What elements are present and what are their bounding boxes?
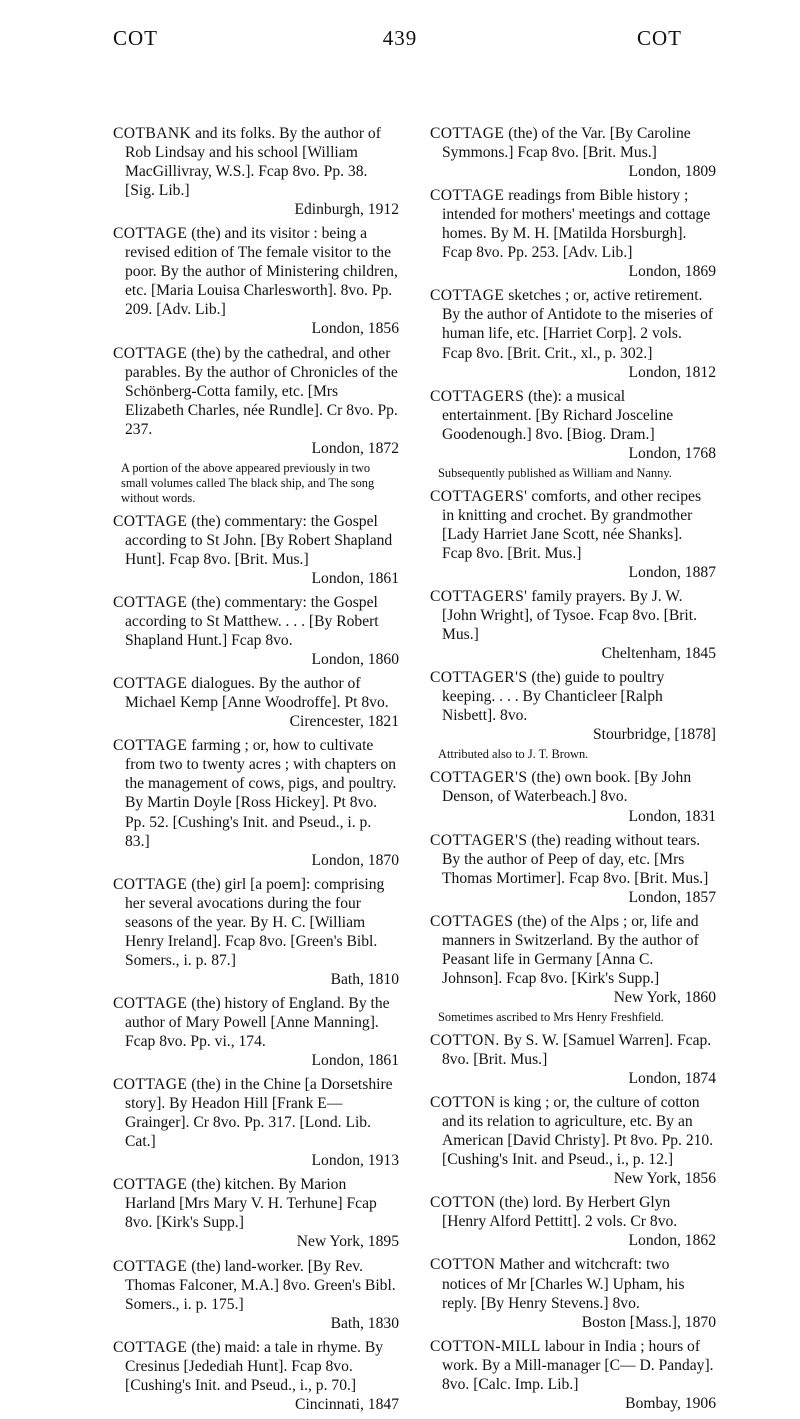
entry-publication: London, 1861: [311, 569, 399, 587]
entry-headword: COTTAGE: [113, 512, 188, 530]
entry-note: Sometimes ascribed to Mrs Henry Freshfield.: [438, 1009, 664, 1024]
entry-publication: Bath, 1810: [330, 970, 399, 988]
catalog-entry: [430, 286, 716, 381]
entry-publication: New York, 1856: [613, 1170, 716, 1188]
entry-text: (the) by the cathedral, and other parables. By the author of Chronicles of the Schönberg-Cotta family, etc. [Mrs Elizabeth Charles, née Rundle]. Cr 8vo. Pp. 237.: [125, 344, 398, 438]
entry-text: labour in India ; hours of work. By a Mill-manager [C— D. Panday]. 8vo. [Calc. Imp. Lib.]: [442, 1337, 714, 1393]
entry-publication: London, 1869: [628, 263, 716, 281]
entry-publication: London, 1857: [628, 888, 716, 906]
entry-note: Subsequently published as William and Nanny.: [438, 465, 672, 480]
catalog-entry: [430, 1093, 716, 1188]
entry-headword: COTTAGE: [113, 1338, 188, 1356]
entry-publication: Boston [Mass.], 1870: [581, 1313, 716, 1331]
entry-headword: COTTON-MILL: [430, 1337, 541, 1355]
entry-publication: London, 1856: [311, 320, 399, 338]
entry-publication: London, 1861: [311, 1052, 399, 1070]
entry-text: comforts, and other recipes in knitting and crochet. By grandmother [Lady Harriet Jane Scott, née Shanks]. Fcap 8vo. [Brit. Mus.]: [442, 487, 702, 562]
catalog-entry: [430, 668, 716, 744]
entry-text: By S. W. [Samuel Warren]. Fcap. 8vo. [Brit. Mus.]: [442, 1031, 712, 1069]
entry-text: farming ; or, how to cultivate from two to twenty acres ; with chapters on the management of cows, pigs, and poultry. By Martin Doyle [Ross Hickey]. Pt 8vo. Pp. 52. [Cushing's Init. and Pseud., i. p. 83.]: [125, 737, 397, 850]
entry-publication: Bombay, 1906: [625, 1394, 716, 1412]
entry-publication: London, 1862: [628, 1232, 716, 1250]
entry-text: (the) reading without tears. By the author of Peep of day, etc. [Mrs Thomas Mortimer]. Fcap 8vo. [Brit. Mus.]: [442, 831, 709, 887]
entry-text: sketches ; or, active retirement. By the author of Antidote to the miseries of human life, etc. [Harriet Corp]. 2 vols. Fcap 8vo. [Brit. Crit., xl., p. 302.]: [442, 287, 714, 362]
entry-headword: COTBANK: [113, 125, 192, 142]
entry-note: Attributed also to J. T. Brown.: [438, 747, 589, 762]
catalog-entry: [430, 387, 716, 463]
catalog-entry: [430, 768, 716, 825]
catalog-entry: [430, 1255, 716, 1331]
entry-publication: London, 1913: [311, 1152, 399, 1170]
entry-publication: Cheltenham, 1845: [601, 645, 716, 663]
entry-text: is king ; or, the culture of cotton and its relation to agriculture, etc. By an American [David Christy]. Pt 8vo. Pp. 210. [Cushing's Init. and Pseud., i., p. 12.]: [442, 1094, 714, 1169]
entry-publication: Cirencester, 1821: [289, 713, 399, 731]
entry-publication: London, 1887: [628, 563, 716, 581]
entry-headword: COTTAGER'S: [430, 669, 528, 687]
entry-headword: COTTAGE: [113, 1076, 188, 1094]
entry-publication: New York, 1895: [296, 1233, 399, 1251]
entry-headword: COTTON: [430, 1256, 496, 1274]
entry-headword: COTTAGER'S: [430, 831, 528, 849]
entry-note: A portion of the above appeared previously in two small volumes called The black ship, and The song without words.: [121, 460, 375, 505]
catalog-entry: [113, 224, 399, 338]
catalog-entry: [430, 912, 716, 1007]
catalog-entry: [113, 1075, 399, 1170]
entry-text: (the) of the Alps ; or, life and manners in Switzerland. By the author of Peasant life in Germany [Anna C. Johnson]. Fcap 8vo. [Kirk's Supp.]: [442, 912, 699, 987]
catalog-entry: [430, 831, 716, 907]
entry-publication: Edinburgh, 1912: [294, 201, 399, 219]
header-right-keyword: COT: [637, 26, 682, 50]
catalog-entry: [113, 994, 399, 1070]
entry-headword: COTTON: [430, 1194, 496, 1212]
entry-publication: New York, 1860: [613, 988, 716, 1006]
entry-text: readings from Bible history ; intended for mothers' meetings and cottage homes. By M. H. [Matilda Horsburgh]. Fcap 8vo. Pp. 253. [Adv. Lib.]: [442, 187, 711, 262]
page-number: 439: [382, 26, 418, 50]
right-column: [430, 124, 716, 1418]
catalog-entry: [430, 1193, 716, 1250]
entry-text: (the) of the Var. [By Caroline Symmons.] Fcap 8vo. [Brit. Mus.]: [442, 125, 691, 162]
entry-text: (the) girl [a poem]: comprising her several avocations during the four seasons of the year. By H. C. [William Henry Ireland]. Fcap 8vo. [Green's Bibl. Somers., i. p. 87.]: [125, 875, 385, 969]
entry-text: Mather and witchcraft: two notices of Mr [Charles W.] Upham, his reply. [By Henry Stevens.] 8vo.: [442, 1256, 685, 1312]
entry-headword: COTTAGERS: [430, 387, 525, 405]
entry-text: (the) commentary: the Gospel according to St John. [By Robert Shapland Hunt]. Fcap 8vo. [Brit. Mus.]: [125, 512, 393, 568]
entry-headword: COTTAGE: [113, 593, 188, 611]
catalog-entry: [430, 1031, 716, 1088]
entry-text: (the) kitchen. By Marion Harland [Mrs Mary V. H. Terhune] Fcap 8vo. [Kirk's Supp.]: [125, 1176, 377, 1232]
entry-publication: London, 1809: [628, 163, 716, 181]
catalog-entry: [113, 1338, 399, 1414]
entry-text: dialogues. By the author of Michael Kemp [Anne Woodroffe]. Pt 8vo.: [125, 675, 389, 712]
catalog-entry: [113, 875, 399, 989]
catalog-entry: [430, 124, 716, 181]
catalog-entry: [430, 186, 716, 281]
entry-text: (the) lord. By Herbert Glyn [Henry Alford Pettitt]. 2 vols. Cr 8vo.: [442, 1194, 678, 1231]
entry-headword: COTTAGE: [113, 994, 188, 1012]
entry-text: (the) history of England. By the author of Mary Powell [Anne Manning]. Fcap 8vo. Pp. vi., 174.: [125, 994, 390, 1051]
entry-headword: COTTAGERS': [430, 487, 528, 505]
entry-headword: COTTAGE: [113, 875, 188, 893]
page-header: [0, 26, 800, 56]
catalog-entry: [113, 593, 399, 669]
entry-headword: COTTAGER'S: [430, 769, 528, 787]
entry-text: (the) land-worker. [By Rev. Thomas Falconer, M.A.] 8vo. Green's Bibl. Somers., i. p. 175.]: [125, 1257, 396, 1313]
entry-headword: COTTAGE: [430, 287, 505, 305]
entry-publication: London, 1812: [628, 363, 716, 381]
entry-publication: London, 1831: [628, 807, 716, 825]
catalog-entry: [113, 1175, 399, 1251]
entry-text: (the) commentary: the Gospel according to St Matthew. . . . [By Robert Shapland Hunt.] Fcap 8vo.: [125, 593, 379, 650]
entry-publication: London, 1860: [311, 651, 399, 669]
entry-publication: London, 1768: [628, 444, 716, 462]
entry-headword: COTTAGERS': [430, 588, 528, 606]
entry-headword: COTTAGE: [113, 344, 188, 362]
entry-publication: Stourbridge, [1878]: [593, 726, 716, 744]
entry-publication: Bath, 1830: [330, 1314, 399, 1332]
entry-text: (the) and its visitor : being a revised edition of The female visitor to the poor. By the author of Ministering children, etc. [Maria Louisa Charlesworth]. 8vo. Pp. 209. [Adv. Lib.]: [125, 225, 398, 319]
entry-text: and its folks. By the author of Rob Lindsay and his school [William MacGillivray, W.S.]. Fcap 8vo. Pp. 38. [Sig. Lib.]: [125, 125, 381, 200]
entry-text: family prayers. By J. W. [John Wright], of Tysoe. Fcap 8vo. [Brit. Mus.]: [442, 588, 697, 644]
catalog-entry: [113, 124, 399, 219]
entry-publication: London, 1870: [311, 851, 399, 869]
entry-publication: London, 1872: [311, 439, 399, 457]
entry-headword: COTTAGE: [430, 125, 505, 142]
entry-headword: COTTAGES: [430, 912, 514, 930]
entry-headword: COTTAGE: [430, 187, 505, 205]
entry-headword: COTTAGE: [113, 675, 188, 693]
catalog-entry: [113, 1257, 399, 1333]
catalog-entry: [430, 487, 716, 582]
entry-headword: COTTAGE: [113, 225, 188, 243]
catalog-entry: [113, 736, 399, 869]
entry-headword: COTTON.: [430, 1031, 500, 1049]
entry-headword: COTTON: [430, 1094, 496, 1112]
catalog-entry: [113, 344, 399, 458]
entry-headword: COTTAGE: [113, 1257, 188, 1275]
left-column: [113, 124, 399, 1419]
entry-text: (the) in the Chine [a Dorsetshire story]. By Headon Hill [Frank E— Grainger]. Cr 8vo. Pp. 317. [Lond. Lib. Cat.]: [125, 1076, 393, 1151]
entry-text: (the): a musical entertainment. [By Richard Josceline Goodenough.] 8vo. [Biog. Dram.]: [442, 387, 674, 443]
catalog-entry: [113, 674, 399, 731]
header-left-keyword: COT: [113, 26, 158, 50]
entry-headword: COTTAGE: [113, 737, 188, 755]
entry-publication: Cincinnati, 1847: [295, 1395, 399, 1413]
entry-text: (the) maid: a tale in rhyme. By Cresinus [Jedediah Hunt]. Fcap 8vo. [Cushing's Init. and Pseud., i., p. 70.]: [125, 1338, 384, 1394]
entry-text: (the) guide to poultry keeping. . . . By Chanticleer [Ralph Nisbett]. 8vo.: [442, 669, 665, 725]
catalog-entry: [113, 512, 399, 588]
entry-text: (the) own book. [By John Denson, of Waterbeach.] 8vo.: [442, 769, 692, 806]
entry-publication: London, 1874: [628, 1070, 716, 1088]
catalog-entry: [430, 1337, 716, 1413]
catalog-entry: [430, 587, 716, 663]
entry-headword: COTTAGE: [113, 1176, 188, 1194]
